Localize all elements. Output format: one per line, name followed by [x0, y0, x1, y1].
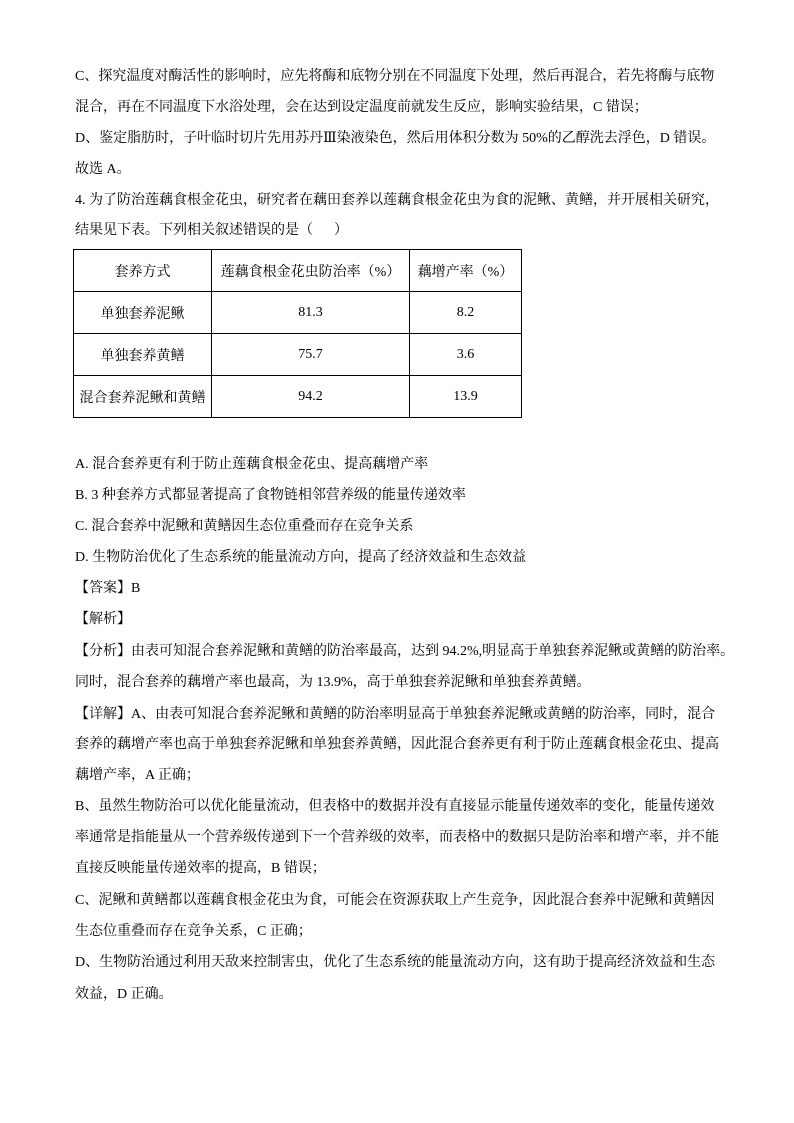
table-cell-yield-rate: 3.6 [410, 334, 522, 376]
question-stem-line: 结果见下表。下列相关叙述错误的是（ ） [75, 223, 348, 238]
explanation-title: 【解析】 [75, 612, 131, 627]
table-cell-control-rate: 81.3 [212, 292, 410, 334]
previous-explanation-line: D、鉴定脂肪时，子叶临时切片先用苏丹Ⅲ染液染色，然后用体积分数为 50%的乙醇洗去浮色，D 错误。 [75, 131, 716, 146]
table-cell-control-rate: 75.7 [212, 334, 410, 376]
explanation-line: C、泥鳅和黄鳝都以莲藕食根金花虫为食，可能会在资源获取上产生竞争，因此混合套养中泥鳅和黄鳝因 [75, 893, 715, 908]
table-row [74, 376, 522, 418]
explanation-line: D、生物防治通过利用天敌来控制害虫，优化了生态系统的能量流动方向，这有助于提高经济效益和生态 [75, 955, 716, 970]
previous-answer-conclusion: 故选 A。 [75, 162, 131, 177]
previous-explanation-line: 混合，再在不同温度下水浴处理，会在达到设定温度前就发生反应，影响实验结果，C 错误； [75, 100, 648, 115]
explanation-line: 同时，混合套养的藕增产率也最高，为 13.9%，高于单独套养泥鳅和单独套养黄鳝。 [75, 675, 591, 690]
table-cell-control-rate: 94.2 [212, 376, 410, 418]
answer-value: B [131, 581, 141, 596]
table-row [74, 334, 522, 376]
previous-explanation-line: C、探究温度对酶活性的影响时，应先将酶和底物分别在不同温度下处理，然后再混合，若先将酶与底物 [75, 69, 715, 84]
table-cell-method: 单独套养泥鳅 [74, 292, 212, 334]
explanation-line: B、虽然生物防治可以优化能量流动，但表格中的数据并没有直接显示能量传递效率的变化，能量传递效 [75, 799, 715, 814]
explanation-line: 【详解】A、由表可知混合套养泥鳅和黄鳝的防治率明显高于单独套养泥鳅或黄鳝的防治率，同时，混合 [75, 707, 716, 722]
table-header-cell: 莲藕食根金花虫防治率（%） [212, 250, 410, 292]
table-header-cell: 套养方式 [74, 250, 212, 292]
table-cell-method: 单独套养黄鳝 [74, 334, 212, 376]
answer-label: 【答案】 [75, 581, 131, 596]
option-a: A. 混合套养更有利于防止莲藕食根金花虫、提高藕增产率 [75, 457, 429, 472]
explanation-line: 率通常是指能量从一个营养级传递到下一个营养级的效率，而表格中的数据只是防治率和增产率，并不能 [75, 830, 719, 845]
table-header-row [74, 250, 522, 292]
explanation-line: 效益，D 正确。 [75, 987, 173, 1002]
explanation-line: 藕增产率，A 正确； [75, 768, 200, 783]
table-row [74, 292, 522, 334]
option-d: D. 生物防治优化了生态系统的能量流动方向，提高了经济效益和生态效益 [75, 550, 527, 565]
explanation-line: 直接反映能量传递效率的提高，B 错误； [75, 861, 326, 876]
option-b: B. 3 种套养方式都显著提高了食物链相邻营养级的能量传递效率 [75, 488, 466, 503]
explanation-line: 套养的藕增产率也高于单独套养泥鳅和单独套养黄鳝，因此混合套养更有利于防止莲藕食根金花虫、提高 [75, 737, 719, 752]
question-stem-line: 4. 为了防治莲藕食根金花虫，研究者在藕田套养以莲藕食根金花虫为食的泥鳅、黄鳝，并开展相关研究， [75, 193, 719, 208]
table-cell-yield-rate: 13.9 [410, 376, 522, 418]
option-c: C. 混合套养中泥鳅和黄鳝因生态位重叠而存在竞争关系 [75, 519, 414, 534]
explanation-line: 【分析】由表可知混合套养泥鳅和黄鳝的防治率最高，达到 94.2%,明显高于单独套养泥鳅或黄鳝的防治率。 [75, 644, 735, 659]
table-cell-method: 混合套养泥鳅和黄鳝 [74, 376, 212, 418]
explanation-line: 生态位重叠而存在竞争关系，C 正确； [75, 924, 312, 939]
results-table [73, 249, 522, 418]
answer-line [75, 579, 140, 599]
table-cell-yield-rate: 8.2 [410, 292, 522, 334]
table-header-cell: 藕增产率（%） [410, 250, 522, 292]
